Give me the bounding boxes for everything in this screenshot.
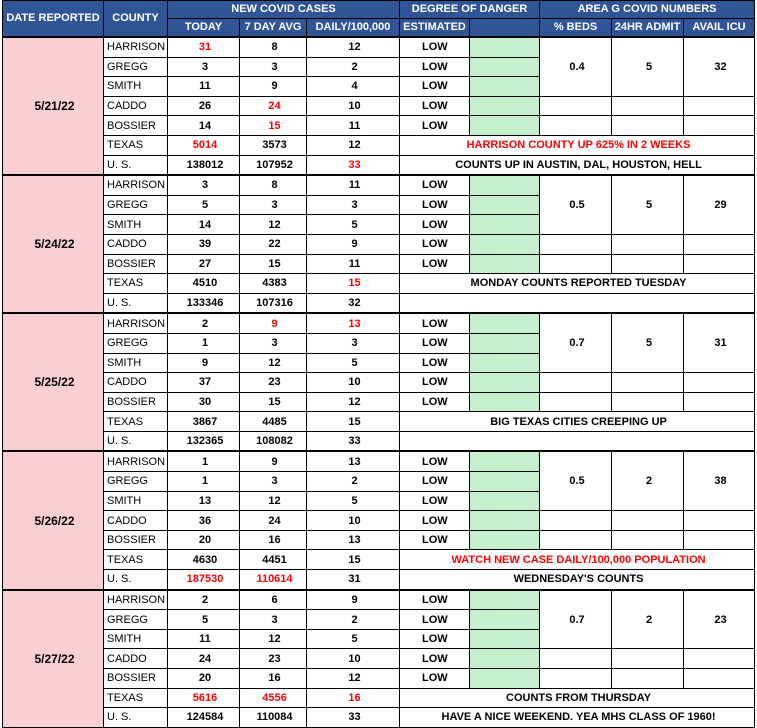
daily-per-100k-cell: 12 (307, 669, 400, 689)
danger-color-swatch (470, 373, 540, 393)
county-cell: HARRISON (104, 37, 168, 57)
header-avail-icu: AVAIL ICU (684, 19, 755, 38)
empty-cell (612, 392, 684, 412)
table-row (3, 293, 755, 313)
seven-day-avg-cell: 12 (240, 491, 307, 511)
empty-cell (684, 669, 755, 689)
date-reported-cell: 5/26/22 (3, 451, 104, 589)
county-cell: U. S. (104, 708, 168, 728)
empty-cell (612, 234, 684, 254)
table-row (3, 511, 755, 531)
danger-color-swatch (470, 491, 540, 511)
daily-per-100k-cell: 12 (307, 135, 400, 155)
header-24hr-admit: 24HR ADMIT (612, 19, 684, 38)
area-pct-beds-cell: 0.4 (540, 37, 612, 96)
danger-level-cell: LOW (400, 511, 470, 531)
header-date-reported: DATE REPORTED (3, 1, 104, 38)
empty-cell (540, 116, 612, 136)
county-cell: BOSSIER (104, 530, 168, 550)
area-24hr-admit-cell: 2 (612, 451, 684, 510)
table-row (3, 254, 755, 274)
danger-color-swatch (470, 195, 540, 215)
danger-color-swatch (470, 234, 540, 254)
danger-level-cell: LOW (400, 491, 470, 511)
note-cell: HARRISON COUNTY UP 625% IN 2 WEEKS (400, 135, 755, 155)
date-reported-cell: 5/21/22 (3, 37, 104, 175)
today-cell: 5616 (168, 688, 240, 708)
empty-cell (612, 254, 684, 274)
danger-level-cell: LOW (400, 37, 470, 57)
area-avail-icu-cell: 38 (684, 451, 755, 510)
danger-level-cell: LOW (400, 77, 470, 97)
county-cell: GREGG (104, 333, 168, 353)
empty-cell (684, 392, 755, 412)
daily-per-100k-cell: 5 (307, 629, 400, 649)
seven-day-avg-cell: 3573 (240, 135, 307, 155)
danger-color-swatch (470, 629, 540, 649)
seven-day-avg-cell: 3 (240, 333, 307, 353)
county-cell: CADDO (104, 649, 168, 669)
table-row (3, 708, 755, 728)
county-cell: HARRISON (104, 451, 168, 471)
danger-level-cell: LOW (400, 530, 470, 550)
county-cell: BOSSIER (104, 392, 168, 412)
county-cell: HARRISON (104, 590, 168, 610)
seven-day-avg-cell: 107316 (240, 293, 307, 313)
county-cell: BOSSIER (104, 669, 168, 689)
today-cell: 132365 (168, 431, 240, 451)
seven-day-avg-cell: 3 (240, 472, 307, 492)
empty-cell (612, 649, 684, 669)
date-reported-cell: 5/27/22 (3, 590, 104, 728)
danger-level-cell: LOW (400, 116, 470, 136)
empty-cell (540, 530, 612, 550)
daily-per-100k-cell: 13 (307, 313, 400, 333)
empty-cell (540, 234, 612, 254)
county-cell: SMITH (104, 77, 168, 97)
danger-color-swatch (470, 511, 540, 531)
danger-color-swatch (470, 215, 540, 235)
danger-color-swatch (470, 590, 540, 610)
daily-per-100k-cell: 33 (307, 155, 400, 175)
county-cell: CADDO (104, 511, 168, 531)
seven-day-avg-cell: 3 (240, 57, 307, 77)
header-area-g: AREA G COVID NUMBERS (540, 1, 755, 19)
today-cell: 14 (168, 215, 240, 235)
table-row (3, 234, 755, 254)
daily-per-100k-cell: 4 (307, 77, 400, 97)
today-cell: 39 (168, 234, 240, 254)
daily-per-100k-cell: 11 (307, 254, 400, 274)
danger-color-swatch (470, 392, 540, 412)
seven-day-avg-cell: 12 (240, 353, 307, 373)
danger-level-cell: LOW (400, 313, 470, 333)
seven-day-avg-cell: 3 (240, 610, 307, 630)
today-cell: 14 (168, 116, 240, 136)
note-cell: MONDAY COUNTS REPORTED TUESDAY (400, 274, 755, 294)
county-cell: U. S. (104, 431, 168, 451)
danger-level-cell: LOW (400, 254, 470, 274)
danger-level-cell: LOW (400, 333, 470, 353)
today-cell: 37 (168, 373, 240, 393)
table-row (3, 313, 755, 333)
county-cell: BOSSIER (104, 254, 168, 274)
area-24hr-admit-cell: 5 (612, 175, 684, 234)
header-degree-of-danger: DEGREE OF DANGER (400, 1, 540, 19)
seven-day-avg-cell: 16 (240, 669, 307, 689)
county-cell: TEXAS (104, 274, 168, 294)
today-cell: 5 (168, 195, 240, 215)
daily-per-100k-cell: 3 (307, 195, 400, 215)
danger-level-cell: LOW (400, 373, 470, 393)
county-cell: SMITH (104, 353, 168, 373)
header-new-covid-cases: NEW COVID CASES (168, 1, 400, 19)
table-row (3, 649, 755, 669)
daily-per-100k-cell: 12 (307, 37, 400, 57)
empty-cell (684, 96, 755, 116)
danger-color-swatch (470, 37, 540, 57)
county-cell: GREGG (104, 610, 168, 630)
daily-per-100k-cell: 2 (307, 57, 400, 77)
county-cell: TEXAS (104, 688, 168, 708)
area-avail-icu-cell: 32 (684, 37, 755, 96)
table-row (3, 116, 755, 136)
county-cell: CADDO (104, 96, 168, 116)
danger-level-cell: LOW (400, 669, 470, 689)
danger-level-cell: LOW (400, 215, 470, 235)
today-cell: 5 (168, 610, 240, 630)
daily-per-100k-cell: 11 (307, 116, 400, 136)
daily-per-100k-cell: 11 (307, 175, 400, 195)
area-pct-beds-cell: 0.5 (540, 451, 612, 510)
table-row (3, 155, 755, 175)
county-cell: SMITH (104, 491, 168, 511)
table-row (3, 96, 755, 116)
seven-day-avg-cell: 12 (240, 215, 307, 235)
daily-per-100k-cell: 9 (307, 234, 400, 254)
empty-cell (684, 234, 755, 254)
today-cell: 24 (168, 649, 240, 669)
date-reported-cell: 5/24/22 (3, 175, 104, 313)
today-cell: 30 (168, 392, 240, 412)
today-cell: 138012 (168, 155, 240, 175)
daily-per-100k-cell: 5 (307, 353, 400, 373)
danger-color-swatch (470, 472, 540, 492)
note-cell: HAVE A NICE WEEKEND. YEA MHS CLASS OF 1960! (400, 708, 755, 728)
danger-color-swatch (470, 254, 540, 274)
area-pct-beds-cell: 0.5 (540, 175, 612, 234)
daily-per-100k-cell: 15 (307, 412, 400, 432)
empty-cell (540, 254, 612, 274)
county-cell: HARRISON (104, 313, 168, 333)
danger-color-swatch (470, 649, 540, 669)
area-24hr-admit-cell: 2 (612, 590, 684, 649)
empty-cell (684, 530, 755, 550)
danger-color-swatch (470, 175, 540, 195)
today-cell: 20 (168, 669, 240, 689)
seven-day-avg-cell: 4383 (240, 274, 307, 294)
empty-cell (684, 254, 755, 274)
today-cell: 31 (168, 37, 240, 57)
today-cell: 4510 (168, 274, 240, 294)
today-cell: 1 (168, 472, 240, 492)
danger-color-swatch (470, 669, 540, 689)
daily-per-100k-cell: 10 (307, 373, 400, 393)
table-row (3, 135, 755, 155)
today-cell: 187530 (168, 570, 240, 590)
date-reported-cell: 5/25/22 (3, 313, 104, 451)
today-cell: 124584 (168, 708, 240, 728)
seven-day-avg-cell: 12 (240, 629, 307, 649)
today-cell: 9 (168, 353, 240, 373)
danger-level-cell: LOW (400, 195, 470, 215)
seven-day-avg-cell: 9 (240, 77, 307, 97)
table-row (3, 412, 755, 432)
today-cell: 4630 (168, 550, 240, 570)
danger-level-cell: LOW (400, 353, 470, 373)
danger-color-swatch (470, 530, 540, 550)
seven-day-avg-cell: 24 (240, 96, 307, 116)
daily-per-100k-cell: 13 (307, 451, 400, 471)
seven-day-avg-cell: 3 (240, 195, 307, 215)
seven-day-avg-cell: 23 (240, 373, 307, 393)
seven-day-avg-cell: 110614 (240, 570, 307, 590)
table-row (3, 530, 755, 550)
danger-level-cell: LOW (400, 57, 470, 77)
today-cell: 5014 (168, 135, 240, 155)
area-avail-icu-cell: 31 (684, 313, 755, 372)
seven-day-avg-cell: 9 (240, 313, 307, 333)
daily-per-100k-cell: 33 (307, 708, 400, 728)
danger-level-cell: LOW (400, 392, 470, 412)
daily-per-100k-cell: 2 (307, 610, 400, 630)
daily-per-100k-cell: 10 (307, 96, 400, 116)
today-cell: 3867 (168, 412, 240, 432)
empty-cell (612, 530, 684, 550)
empty-cell (612, 96, 684, 116)
daily-per-100k-cell: 2 (307, 472, 400, 492)
seven-day-avg-cell: 8 (240, 175, 307, 195)
county-cell: TEXAS (104, 135, 168, 155)
daily-per-100k-cell: 5 (307, 215, 400, 235)
empty-cell (540, 649, 612, 669)
table-row (3, 373, 755, 393)
table-row (3, 669, 755, 689)
area-avail-icu-cell: 29 (684, 175, 755, 234)
daily-per-100k-cell: 10 (307, 649, 400, 669)
county-cell: GREGG (104, 57, 168, 77)
empty-cell (540, 373, 612, 393)
danger-level-cell: LOW (400, 610, 470, 630)
note-cell: COUNTS FROM THURSDAY (400, 688, 755, 708)
area-24hr-admit-cell: 5 (612, 313, 684, 372)
today-cell: 3 (168, 175, 240, 195)
county-cell: SMITH (104, 215, 168, 235)
daily-per-100k-cell: 12 (307, 392, 400, 412)
seven-day-avg-cell: 23 (240, 649, 307, 669)
seven-day-avg-cell: 110084 (240, 708, 307, 728)
empty-cell (540, 511, 612, 531)
danger-color-swatch (470, 77, 540, 97)
seven-day-avg-cell: 6 (240, 590, 307, 610)
table-row (3, 570, 755, 590)
daily-per-100k-cell: 16 (307, 688, 400, 708)
today-cell: 36 (168, 511, 240, 531)
seven-day-avg-cell: 24 (240, 511, 307, 531)
daily-per-100k-cell: 31 (307, 570, 400, 590)
today-cell: 11 (168, 629, 240, 649)
daily-per-100k-cell: 33 (307, 431, 400, 451)
county-cell: SMITH (104, 629, 168, 649)
note-cell: COUNTS UP IN AUSTIN, DAL, HOUSTON, HELL (400, 155, 755, 175)
today-cell: 3 (168, 57, 240, 77)
empty-cell (540, 392, 612, 412)
seven-day-avg-cell: 15 (240, 116, 307, 136)
table-row (3, 688, 755, 708)
county-cell: CADDO (104, 373, 168, 393)
danger-level-cell: LOW (400, 451, 470, 471)
county-cell: CADDO (104, 234, 168, 254)
header-county: COUNTY (104, 1, 168, 38)
header-blank (470, 19, 540, 38)
danger-color-swatch (470, 313, 540, 333)
area-avail-icu-cell: 23 (684, 590, 755, 649)
today-cell: 26 (168, 96, 240, 116)
daily-per-100k-cell: 15 (307, 550, 400, 570)
daily-per-100k-cell: 15 (307, 274, 400, 294)
table-row (3, 550, 755, 570)
empty-cell (612, 116, 684, 136)
today-cell: 27 (168, 254, 240, 274)
table-row (3, 175, 755, 195)
danger-level-cell: LOW (400, 472, 470, 492)
seven-day-avg-cell: 4485 (240, 412, 307, 432)
today-cell: 20 (168, 530, 240, 550)
seven-day-avg-cell: 15 (240, 254, 307, 274)
danger-color-swatch (470, 116, 540, 136)
note-cell (400, 293, 755, 313)
header-daily-per-100k: DAILY/100,000 (307, 19, 400, 38)
daily-per-100k-cell: 13 (307, 530, 400, 550)
today-cell: 13 (168, 491, 240, 511)
seven-day-avg-cell: 9 (240, 451, 307, 471)
covid-table (2, 0, 755, 728)
danger-level-cell: LOW (400, 629, 470, 649)
today-cell: 133346 (168, 293, 240, 313)
empty-cell (684, 511, 755, 531)
table-row (3, 392, 755, 412)
danger-level-cell: LOW (400, 590, 470, 610)
danger-color-swatch (470, 451, 540, 471)
danger-color-swatch (470, 353, 540, 373)
daily-per-100k-cell: 32 (307, 293, 400, 313)
seven-day-avg-cell: 22 (240, 234, 307, 254)
today-cell: 11 (168, 77, 240, 97)
danger-level-cell: LOW (400, 175, 470, 195)
table-row (3, 37, 755, 57)
county-cell: TEXAS (104, 550, 168, 570)
header-7-day-avg: 7 DAY AVG (240, 19, 307, 38)
header-estimated: ESTIMATED (400, 19, 470, 38)
note-cell: WEDNESDAY'S COUNTS (400, 570, 755, 590)
today-cell: 1 (168, 451, 240, 471)
area-pct-beds-cell: 0.7 (540, 313, 612, 372)
note-cell: BIG TEXAS CITIES CREEPING UP (400, 412, 755, 432)
daily-per-100k-cell: 9 (307, 590, 400, 610)
seven-day-avg-cell: 8 (240, 37, 307, 57)
county-cell: TEXAS (104, 412, 168, 432)
empty-cell (684, 116, 755, 136)
note-cell: WATCH NEW CASE DAILY/100,000 POPULATION (400, 550, 755, 570)
county-cell: GREGG (104, 472, 168, 492)
seven-day-avg-cell: 16 (240, 530, 307, 550)
table-row (3, 274, 755, 294)
county-cell: U. S. (104, 155, 168, 175)
header-pct-beds: % BEDS (540, 19, 612, 38)
daily-per-100k-cell: 10 (307, 511, 400, 531)
danger-color-swatch (470, 333, 540, 353)
empty-cell (540, 96, 612, 116)
header-today: TODAY (168, 19, 240, 38)
empty-cell (540, 669, 612, 689)
danger-level-cell: LOW (400, 649, 470, 669)
area-24hr-admit-cell: 5 (612, 37, 684, 96)
danger-level-cell: LOW (400, 234, 470, 254)
danger-color-swatch (470, 610, 540, 630)
empty-cell (684, 649, 755, 669)
table-row (3, 590, 755, 610)
danger-level-cell: LOW (400, 96, 470, 116)
empty-cell (612, 373, 684, 393)
county-cell: U. S. (104, 293, 168, 313)
area-pct-beds-cell: 0.7 (540, 590, 612, 649)
seven-day-avg-cell: 15 (240, 392, 307, 412)
empty-cell (612, 669, 684, 689)
seven-day-avg-cell: 4556 (240, 688, 307, 708)
daily-per-100k-cell: 5 (307, 491, 400, 511)
empty-cell (684, 373, 755, 393)
empty-cell (612, 511, 684, 531)
table-row (3, 451, 755, 471)
today-cell: 1 (168, 333, 240, 353)
today-cell: 2 (168, 313, 240, 333)
seven-day-avg-cell: 4451 (240, 550, 307, 570)
county-cell: U. S. (104, 570, 168, 590)
note-cell (400, 431, 755, 451)
danger-color-swatch (470, 57, 540, 77)
table-row (3, 431, 755, 451)
today-cell: 2 (168, 590, 240, 610)
county-cell: BOSSIER (104, 116, 168, 136)
seven-day-avg-cell: 108082 (240, 431, 307, 451)
county-cell: HARRISON (104, 175, 168, 195)
county-cell: GREGG (104, 195, 168, 215)
danger-color-swatch (470, 96, 540, 116)
daily-per-100k-cell: 3 (307, 333, 400, 353)
seven-day-avg-cell: 107952 (240, 155, 307, 175)
